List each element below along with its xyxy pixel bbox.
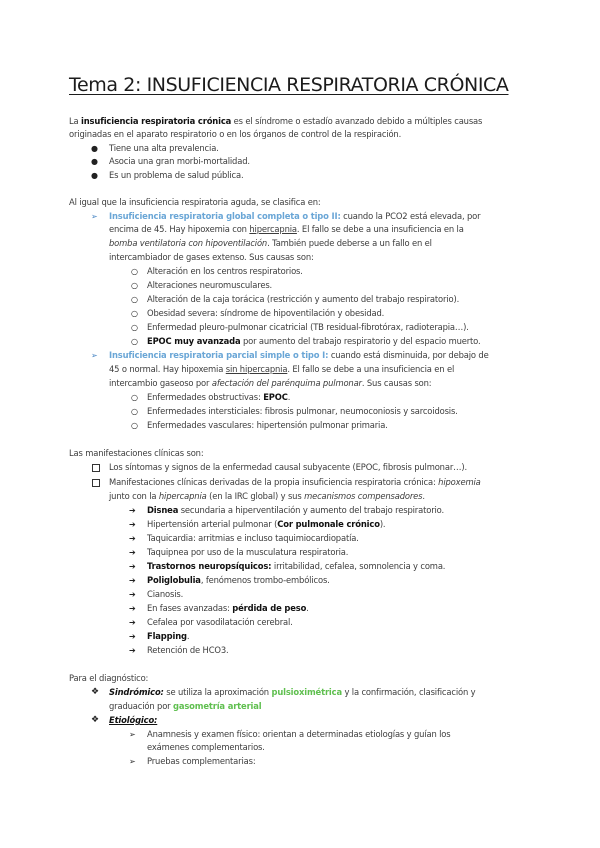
checkbox-icon [92, 464, 100, 472]
intro-bullet: Asocia una gran morbi-mortalidad. [109, 156, 250, 166]
circle-bullet-icon: ○ [131, 323, 138, 332]
symptom [147, 561, 445, 572]
circle-bullet-icon: ○ [131, 295, 138, 304]
global-line-2 [109, 224, 464, 235]
symptom-text: ). [379, 519, 386, 529]
diag-etiologico [109, 715, 157, 726]
circle-bullet-icon: ○ [131, 267, 138, 276]
arrow-right-icon: ➔ [129, 520, 136, 529]
manif-item-2b [109, 491, 425, 502]
partial-cause [147, 392, 290, 403]
intro-bullet: Tiene una alta prevalencia. [109, 143, 219, 153]
arrow-right-icon: ➔ [129, 604, 136, 613]
global-l2-post: . El fallo se debe a una insuficiencia en la [296, 224, 464, 234]
partial-c1-pre: Enfermedades obstructivas: [147, 392, 264, 402]
symptom: Taquipnea por uso de la musculatura respiratoria. [147, 547, 349, 557]
arrow-right-icon: ➔ [129, 618, 136, 627]
item2b-italic-1: hipercapnia [158, 491, 207, 501]
partial-l2-pre: 45 o normal. Hay hipoxemia [109, 364, 226, 374]
diamond-bullet-icon: ❖ [91, 687, 100, 697]
symptom-bold: Disnea [147, 505, 179, 515]
item2b-pre: junto con la [109, 491, 159, 501]
manif-item2-pre: Manifestaciones clínicas derivadas de la propia insuficiencia respiratoria crónica: [109, 477, 439, 487]
diag-sindromico-2 [109, 701, 262, 712]
circle-bullet-icon: ○ [131, 281, 138, 290]
manif-item-2 [109, 477, 481, 488]
checkbox-icon [92, 479, 100, 487]
intro-line-2: originadas en el aparato respiratorio o en los órganos de control de la respiración. [69, 129, 402, 139]
sind-post: y la confirmación, clasificación y [341, 687, 476, 697]
sind2-green: gasometría arterial [172, 701, 262, 711]
manif-item-1: Los síntomas y signos de la enfermedad causal subyacente (EPOC, fibrosis pulmonar…). [109, 462, 467, 472]
sind-green: pulsioximétrica [271, 687, 342, 697]
partial-cause: Enfermedades vasculares: hipertensión pulmonar primaria. [147, 420, 388, 430]
global-cause: Alteración en los centros respiratorios. [147, 266, 303, 276]
symptom-bold: Poliglobulia [147, 575, 201, 585]
arrow-right-icon: ➔ [129, 632, 136, 641]
circle-bullet-icon: ○ [131, 421, 138, 430]
symptom-bold: Cor pulmonale crónico [277, 519, 380, 529]
partial-line-3 [109, 378, 431, 389]
arrowhead-icon: ➢ [91, 351, 98, 360]
partial-l3-pre: intercambio gaseoso por [109, 378, 212, 388]
circle-bullet-icon: ○ [131, 309, 138, 318]
partial-heading: Insuficiencia respiratoria parcial simple o tipo I: [109, 350, 329, 360]
epoc-tail: por aumento del trabajo respiratorio y del espacio muerto. [240, 336, 481, 346]
symptom-text: . [306, 603, 309, 613]
symptom: Cianosis. [147, 589, 184, 599]
diag-e1b: exámenes complementarios. [147, 742, 265, 752]
manif-lead: Las manifestaciones clínicas son: [69, 448, 204, 458]
circle-bullet-icon: ○ [131, 337, 138, 346]
sind2-pre: graduación por [109, 701, 173, 711]
symptom-text: secundaria a hiperventilación y aumento del trabajo respiratorio. [178, 505, 445, 515]
symptom-bold: pérdida de peso [232, 603, 307, 613]
symptom-text: , fenómenos trombo-embólicos. [200, 575, 330, 585]
intro-post: es el síndrome o estadío avanzado debido a múltiples causas [231, 116, 483, 126]
diag-e2: Pruebas complementarias: [147, 756, 256, 766]
arrow-right-icon: ➔ [129, 646, 136, 655]
global-hipercapnia: hipercapnia [249, 224, 297, 234]
global-line-4: intercambiador de gases extenso. Sus causas son: [109, 252, 314, 262]
global-l3-italic: bomba ventilatoria con hipoventilación [109, 238, 268, 248]
sind-mid: se utiliza la aproximación [163, 687, 272, 697]
arrowhead-icon: ➢ [129, 757, 136, 766]
arrowhead-icon: ➢ [91, 212, 98, 221]
diag-sindromico [109, 687, 475, 698]
intro-pre: La [69, 116, 82, 126]
global-cause: Alteración de la caja torácica (restricción y aumento del trabajo respiratorio). [147, 294, 460, 304]
partial-c1-post: . [287, 392, 291, 402]
classify-lead: Al igual que la insuficiencia respiratoria aguda, se clasifica en: [69, 197, 321, 207]
global-l2-pre: encima de 45. Hay hipoxemia con [109, 224, 250, 234]
circle-bullet-icon: ○ [131, 407, 138, 416]
symptom-text: En fases avanzadas: [147, 603, 233, 613]
global-l3-post: . También puede deberse a un fallo en el [267, 238, 432, 248]
partial-sin-hipercapnia: sin hipercapnia [225, 364, 288, 374]
intro-line-1 [69, 116, 482, 127]
symptom: Cefalea por vasodilatación cerebral. [147, 617, 293, 627]
arrow-right-icon: ➔ [129, 562, 136, 571]
item2b-italic-2: mecanismos compensadores [304, 491, 423, 501]
item2b-post: . [422, 491, 425, 501]
symptom [147, 603, 309, 614]
arrow-right-icon: ➔ [129, 534, 136, 543]
page-title: Tema 2: INSUFICIENCIA RESPIRATORIA CRÓNICA [69, 74, 509, 96]
diag-lead: Para el diagnóstico: [69, 673, 149, 683]
global-cause: Alteraciones neuromusculares. [147, 280, 273, 290]
arrow-right-icon: ➔ [129, 590, 136, 599]
global-cause: Obesidad severa: síndrome de hipoventilación y obesidad. [147, 308, 385, 318]
global-line-1 [109, 211, 480, 222]
etiologico-label: Etiológico: [109, 715, 158, 725]
arrow-right-icon: ➔ [129, 576, 136, 585]
symptom [147, 519, 385, 530]
partial-cause: Enfermedades intersticiales: fibrosis pulmonar, neumoconiosis y sarcoidosis. [147, 406, 458, 416]
symptom-bold: Flapping [147, 631, 187, 641]
symptom: Retención de HCO3. [147, 645, 229, 655]
global-l1-tail: cuando la PCO2 está elevada, por [340, 211, 481, 221]
bullet-dot: ● [91, 171, 98, 180]
symptom-text: Hipertensión arterial pulmonar ( [147, 519, 278, 529]
sindromico-label: Sindrómico: [109, 687, 164, 697]
symptom [147, 505, 444, 516]
intro-bullet: Es un problema de salud pública. [109, 170, 244, 180]
partial-l3-italic: afectación del parénquima pulmonar [211, 378, 362, 388]
item2b-mid: (en la IRC global) y sus [206, 491, 305, 501]
symptom: Taquicardia: arritmias e incluso taquimiocardiopatía. [147, 533, 359, 543]
global-line-3 [109, 238, 432, 249]
epoc-bold: EPOC muy avanzada [147, 336, 241, 346]
bullet-dot: ● [91, 157, 98, 166]
global-cause: Enfermedad pleuro-pulmonar cicatricial (TB residual-fibrotórax, radioterapia…). [147, 322, 469, 332]
bullet-dot: ● [91, 144, 98, 153]
symptom [147, 631, 189, 642]
global-heading: Insuficiencia respiratoria global completa o tipo II: [109, 211, 341, 221]
intro-term: insuficiencia respiratoria crónica [81, 116, 232, 126]
partial-l1-tail: cuando está disminuida, por debajo de [328, 350, 489, 360]
arrow-right-icon: ➔ [129, 548, 136, 557]
partial-l3-post: . Sus causas son: [361, 378, 432, 388]
global-cause-epoc [147, 336, 481, 347]
arrow-right-icon: ➔ [129, 506, 136, 515]
symptom-text: irritabilidad, cefalea, somnolencia y coma. [271, 561, 446, 571]
diag-e1: Anamnesis y examen físico: orientan a determinadas etiologías y guían los [147, 729, 451, 739]
manif-item2-italic: hipoxemia [438, 477, 481, 487]
partial-line-2 [109, 364, 454, 375]
partial-line-1 [109, 350, 489, 361]
circle-bullet-icon: ○ [131, 393, 138, 402]
diamond-bullet-icon: ❖ [91, 715, 100, 725]
arrowhead-icon: ➢ [129, 730, 136, 739]
symptom-bold: Trastornos neuropsíquicos: [147, 561, 272, 571]
symptom-text: . [186, 631, 190, 641]
partial-c1-bold: EPOC [263, 392, 288, 402]
partial-l2-post: . El fallo se debe a una insuficiencia en el [287, 364, 455, 374]
symptom [147, 575, 330, 586]
